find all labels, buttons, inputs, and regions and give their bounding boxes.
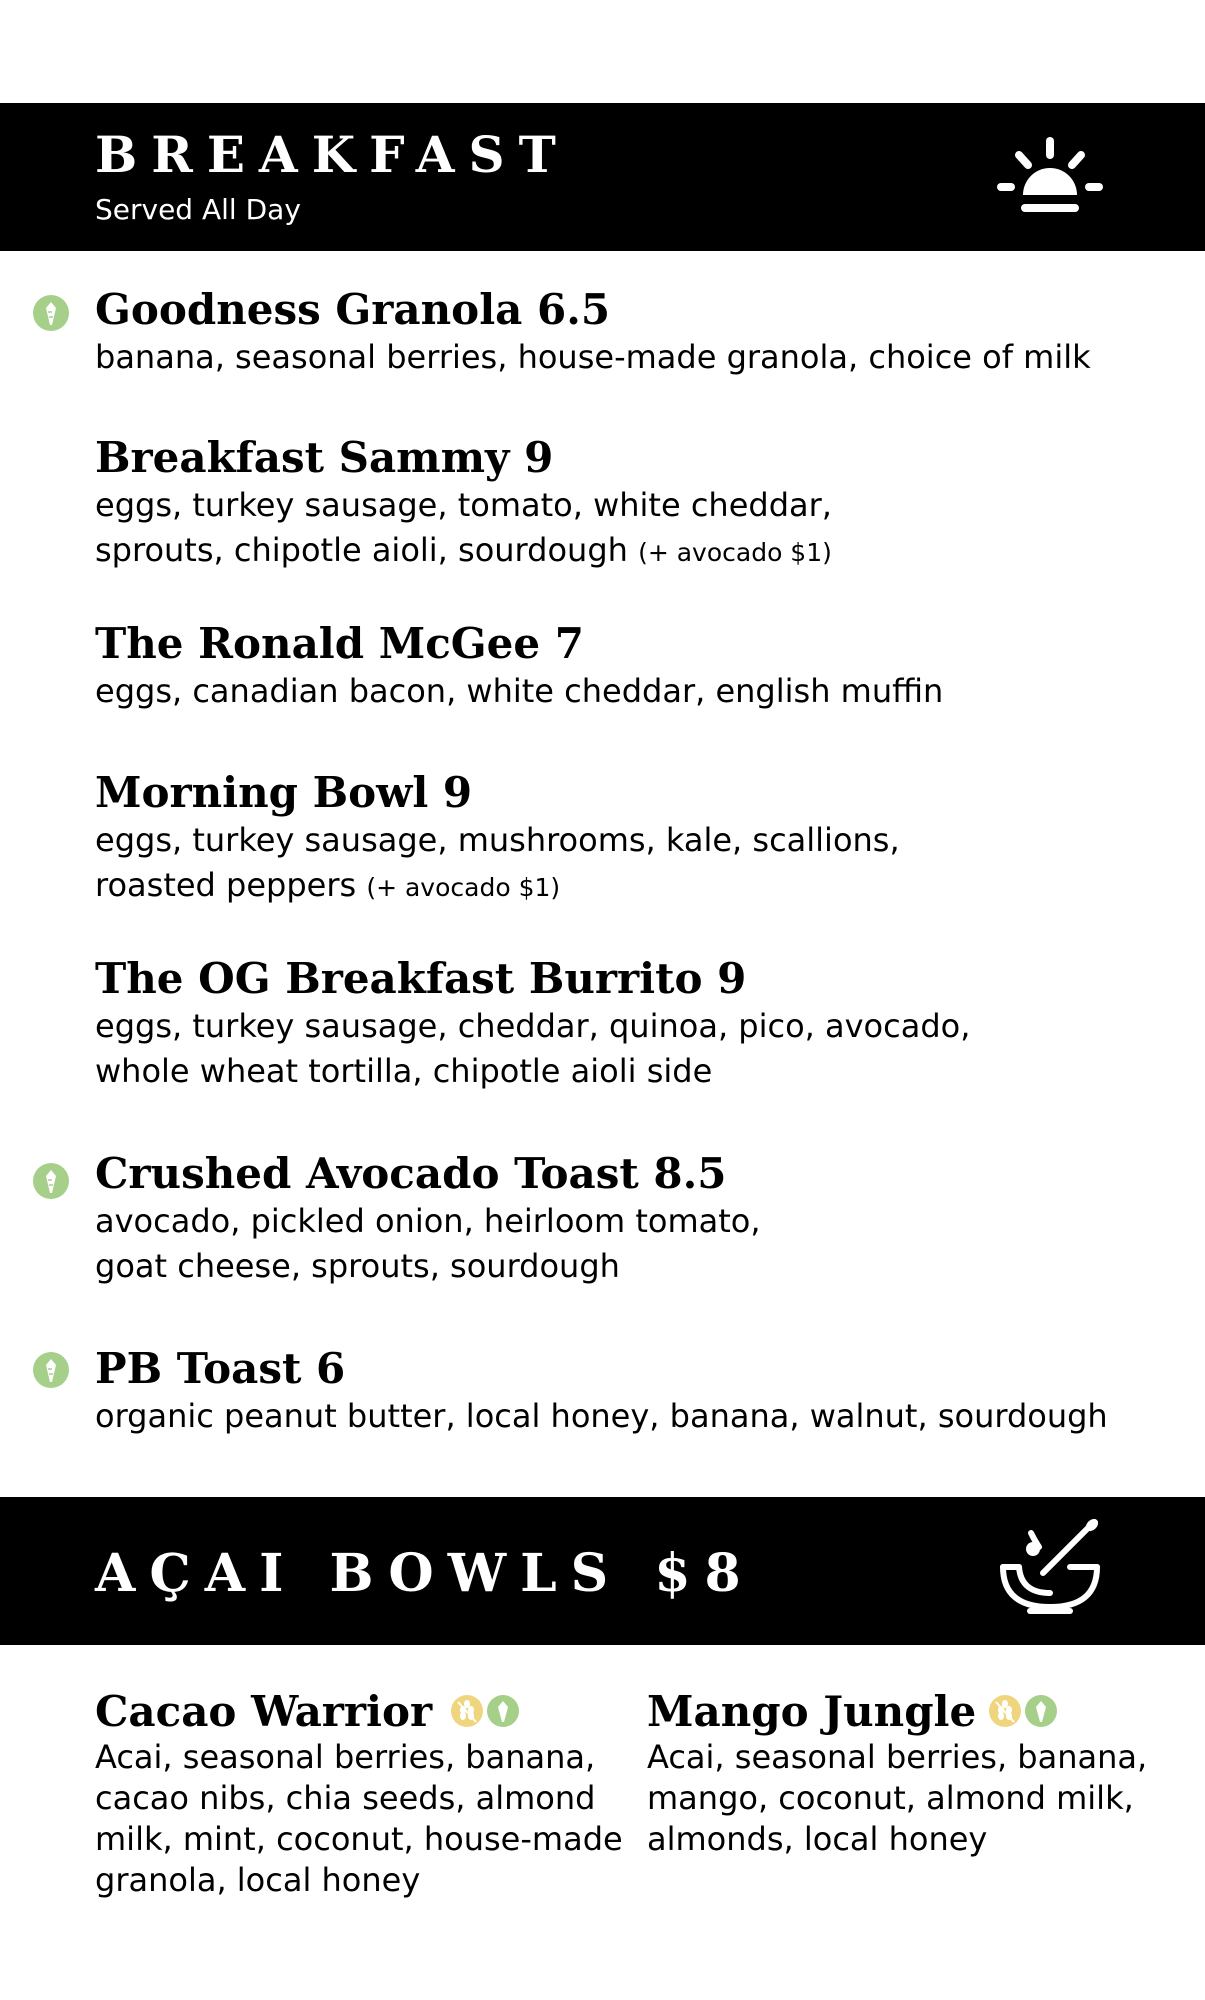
dietary-badges [989,1695,1061,1727]
acai-heading: AÇAI BOWLS $8 [95,1543,755,1604]
item-name: Goodness Granola 6.5 [95,285,611,334]
gluten-free-icon [989,1695,1021,1727]
item-description [95,483,1155,575]
breakfast-banner [0,103,1205,251]
item-description: banana, seasonal berries, house-made granola, choice of milk [95,338,1091,376]
bowl-with-spoon-icon [995,1515,1105,1625]
menu-item [95,433,1155,575]
menu-item [95,1344,1155,1439]
vegetarian-icon [33,295,69,331]
item-name: Crushed Avocado Toast 8.5 [95,1149,727,1198]
vegetarian-icon [1025,1695,1057,1727]
menu-item [95,1149,1155,1289]
menu-item [95,285,1155,380]
item-name: Breakfast Sammy 9 [95,433,554,482]
bowl-description: Acai, seasonal berries, banana, cacao nibs, chia seeds, almond milk, mint, coconut, house-made granola, local honey [95,1738,623,1899]
bowl-name: Cacao Warrior [95,1687,433,1736]
item-description: organic peanut butter, local honey, banana, walnut, sourdough [95,1397,1108,1435]
item-name: The Ronald McGee 7 [95,619,584,668]
item-description: eggs, canadian bacon, white cheddar, english muffin [95,672,944,710]
vegetarian-icon [487,1695,519,1727]
bowl-description: Acai, seasonal berries, banana, mango, coconut, almond milk, almonds, local honey [647,1738,1148,1858]
breakfast-heading: BREAKFAST [95,125,570,184]
item-addon: (+ avocado $1) [638,538,832,567]
gluten-free-icon [451,1695,483,1727]
item-description: avocado, pickled onion, heirloom tomato, goat cheese, sprouts, sourdough [95,1202,761,1285]
item-ingredients: eggs, turkey sausage, tomato, white cheddar, sprouts, chipotle aioli, sourdough [95,486,832,569]
item-name: Morning Bowl 9 [95,768,473,817]
vegetarian-icon [33,1163,69,1199]
item-ingredients: eggs, turkey sausage, mushrooms, kale, scallions, roasted peppers [95,821,900,904]
item-description: eggs, turkey sausage, cheddar, quinoa, pico, avocado, whole wheat tortilla, chipotle aioli side [95,1007,971,1090]
menu-item [95,954,1155,1094]
item-name: PB Toast 6 [95,1344,346,1393]
menu-item [95,619,1155,714]
breakfast-subtitle: Served All Day [95,193,301,226]
acai-bowl-item [95,1687,625,1901]
item-description [95,818,1155,910]
dietary-badges [451,1695,523,1727]
vegetarian-icon [33,1352,69,1388]
sunrise-icon [995,133,1105,223]
item-addon: (+ avocado $1) [366,873,561,902]
acai-banner [0,1497,1205,1645]
acai-bowl-item [647,1687,1167,1860]
item-name: The OG Breakfast Burrito 9 [95,954,747,1003]
menu-item [95,768,1155,910]
bowl-name: Mango Jungle [647,1687,977,1736]
